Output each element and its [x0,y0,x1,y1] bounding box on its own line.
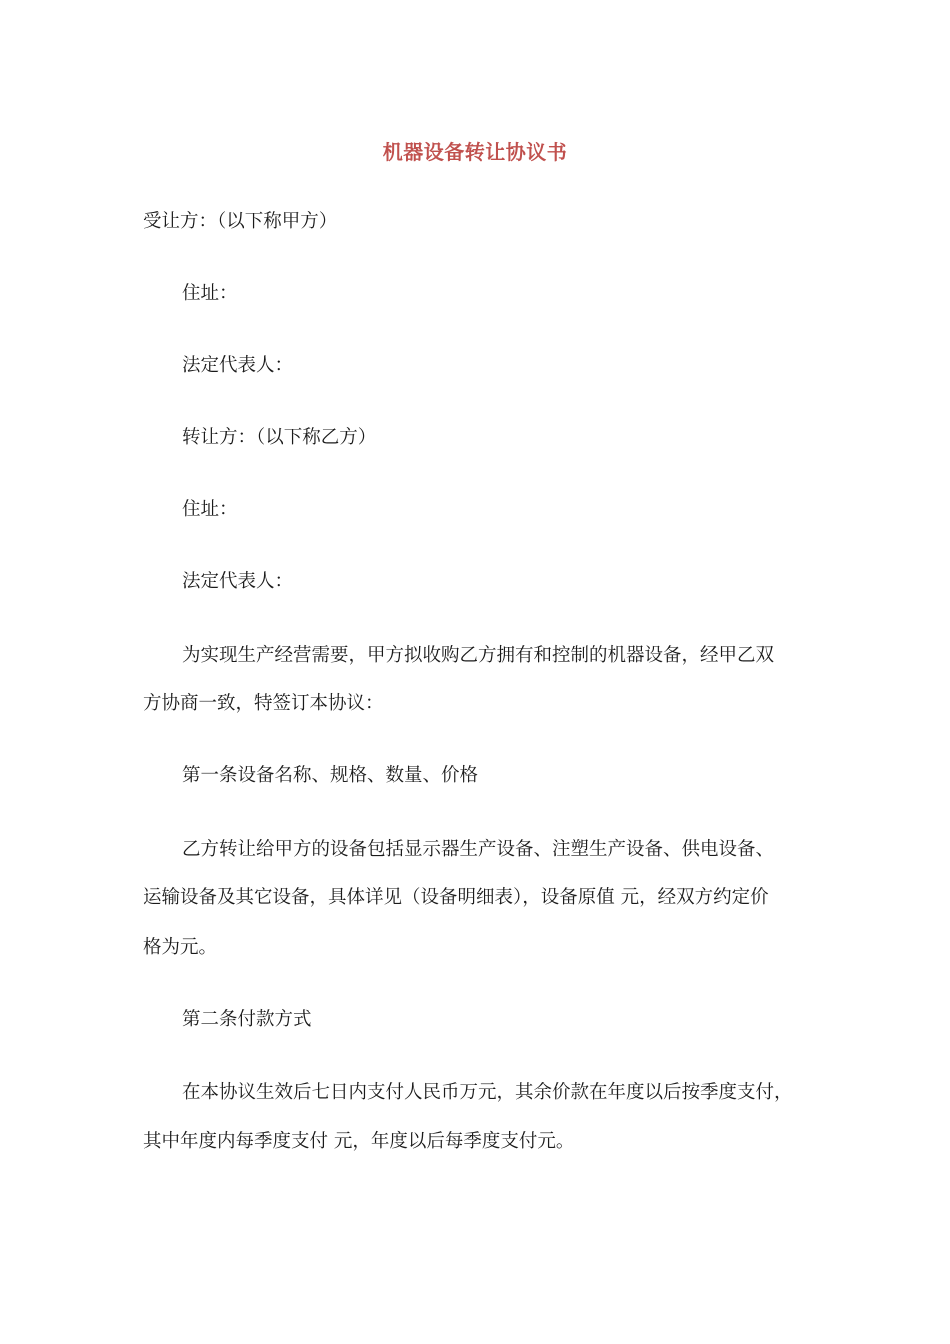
article-2-body-line-1: 在本协议生效后七日内支付人民币万元，其余价款在年度以后按季度支付， [182,1082,793,1103]
transferor-address-line: 住址： [182,499,238,520]
article-2-heading: 第二条付款方式 [182,1009,312,1030]
transferor-line: 转让方：（以下称乙方） [182,427,377,448]
article-1-heading: 第一条设备名称、规格、数量、价格 [182,765,479,786]
document-title: 机器设备转让协议书 [382,140,568,164]
article-2-body-line-2: 其中年度内每季度支付 元，年度以后每季度支付元。 [143,1131,575,1152]
article-1-body-line-1: 乙方转让给甲方的设备包括显示器生产设备、注塑生产设备、供电设备、 [182,839,775,860]
article-1-body-line-3: 格为元。 [143,937,218,958]
transferor-legal-rep-line: 法定代表人： [182,571,294,592]
preamble-line-2: 方协商一致，特签订本协议： [143,693,384,714]
transferee-address-line: 住址： [182,283,238,304]
transferee-legal-rep-line: 法定代表人： [182,355,294,376]
transferee-line: 受让方：（以下称甲方） [143,211,338,232]
preamble-line-1: 为实现生产经营需要，甲方拟收购乙方拥有和控制的机器设备，经甲乙双 [182,645,775,666]
article-1-body-line-2: 运输设备及其它设备，具体详见（设备明细表），设备原值 元，经双方约定价 [143,887,769,908]
